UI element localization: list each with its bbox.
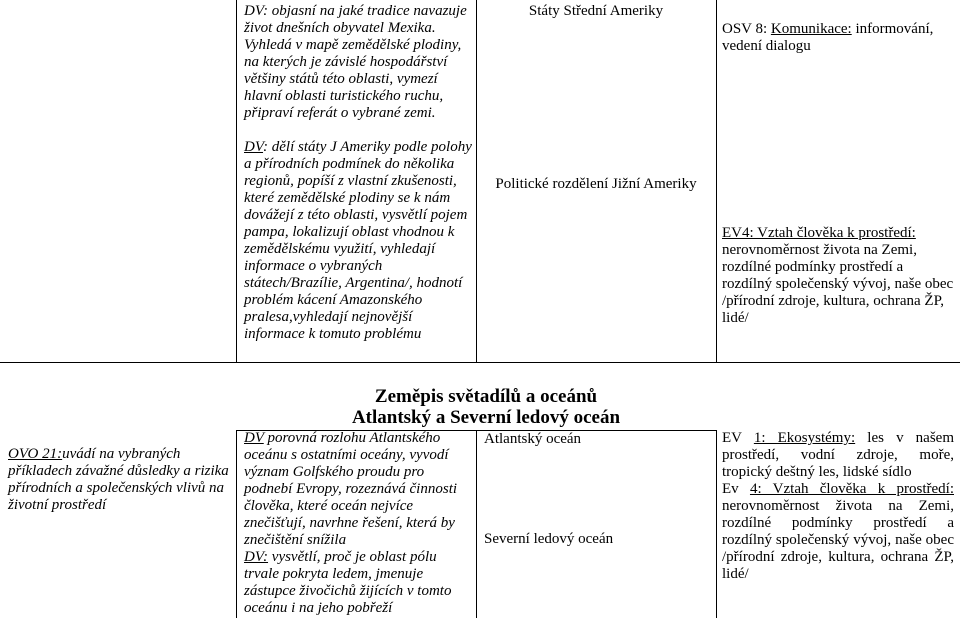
row1-dv-text: DV: objasní na jaké tradice navazuje život dnešních obyvatel Mexika. Vyhledá v mapě zemědělské plodiny, na kterých je závislé hospodářství většiny států této oblasti, vymezí hlavní oblasti turistického ruchu, připraví referát o vybrané zemi. (244, 3, 467, 121)
column-divider (716, 430, 717, 618)
column-divider (236, 430, 237, 618)
row3-dv2-text: DV: vysvětlí, proč je oblast pólu trvale pokryta ledem, jmenuje zástupce živočichů žijících v tomto oceánu i na jeho pobřeží (244, 549, 452, 616)
row3-ovo-text: OVO 21:uvádí na vybraných příkladech závažné důsledky a rizika přírodních a společenských vlivů na životní prostředí (8, 446, 229, 513)
row2-ev-text: EV4: Vztah člověka k prostředí: nerovnoměrnost života na Zemi, rozdílné podmínky prostředí a rozdílný společenský vývoj, naše obec /přírodní zdroje, kultura, ochrana ŽP, lidé/ (722, 225, 954, 326)
row2-dv-cell (244, 139, 472, 343)
section-title-line2: Atlantský a Severní ledový oceán (351, 407, 621, 428)
row3-dv-cell (244, 430, 472, 617)
ev-label: 1: Ekosystémy: (753, 430, 856, 446)
column-divider (236, 0, 237, 362)
row3-topic2: Severní ledový oceán (484, 531, 614, 547)
row1-osv-cell (722, 21, 958, 55)
row3-topic1-cell (484, 431, 714, 448)
row3-dv1-text: DV porovná rozlohu Atlantského oceánu s ostatními oceány, vyvodí význam Golfského proudu pro podnebí Evropy, rozeznává činnosti člověka, které oceán nejvíce znečišťují, navrhne řešení, která by znečištění snížila (244, 430, 458, 548)
column-divider (476, 0, 477, 362)
dv-label: DV (244, 139, 264, 155)
ovo-label: OVO 21: (8, 446, 63, 462)
ev-label: 4: Vztah člověka k prostředí: (749, 481, 954, 497)
section-title (236, 386, 736, 428)
row-divider (0, 362, 960, 363)
row2-dv-text: DV: dělí státy J Ameriky podle polohy a přírodních podmínek do několika regionů, popíší z vlastní zkušenosti, které zemědělské plodiny se k nám dovážejí z této oblasti, vysvětlí pojem pampa, lokalizují oblast vhodnou k zemědělskému využití, vyhledají informace o vybraných státech/Brazílie, Argentina/, hodnotí problém kácení Amazonského pralesa,vyhledají nejnovější informace k tomuto problému (244, 139, 472, 342)
column-divider (716, 0, 717, 362)
row2-topic: Politické rozdělení Jižní Ameriky (495, 176, 697, 192)
section-title-line1: Zeměpis světadílů a oceánů (374, 386, 598, 407)
row1-topic: Státy Střední Ameriky (528, 3, 664, 19)
row2-topic-cell (478, 176, 714, 193)
row1-dv-cell (244, 3, 472, 122)
column-divider (476, 430, 477, 618)
row1-topic-cell (478, 3, 714, 20)
row3-topic2-cell (484, 531, 714, 548)
row3-topic1: Atlantský oceán (484, 431, 582, 447)
row1-osv-text: OSV 8: Komunikace: informování, vedení dialogu (722, 21, 934, 54)
osv-underlined-label: Komunikace: (770, 21, 852, 37)
dv-label: DV (244, 430, 264, 446)
row3-ev2-text: Ev 4: Vztah člověka k prostředí: nerovnoměrnost života na Zemi, rozdílné podmínky prostředí a rozdílný společenský vývoj, naše obec /přírodní zdroje, kultura, ochrana ŽP, lidé/ (722, 481, 954, 582)
dv-label: DV: (244, 549, 269, 565)
row3-ovo-cell (8, 446, 230, 514)
ev-label: EV4: Vztah člověka k prostředí: (722, 225, 916, 241)
row3-ev1-text: EV 1: Ekosystémy: les v našem prostředí, vodní zdroje, moře, tropický deštný les, lidské sídlo (722, 430, 955, 480)
row3-ev-cell (722, 430, 954, 583)
row2-ev-cell (722, 225, 956, 327)
